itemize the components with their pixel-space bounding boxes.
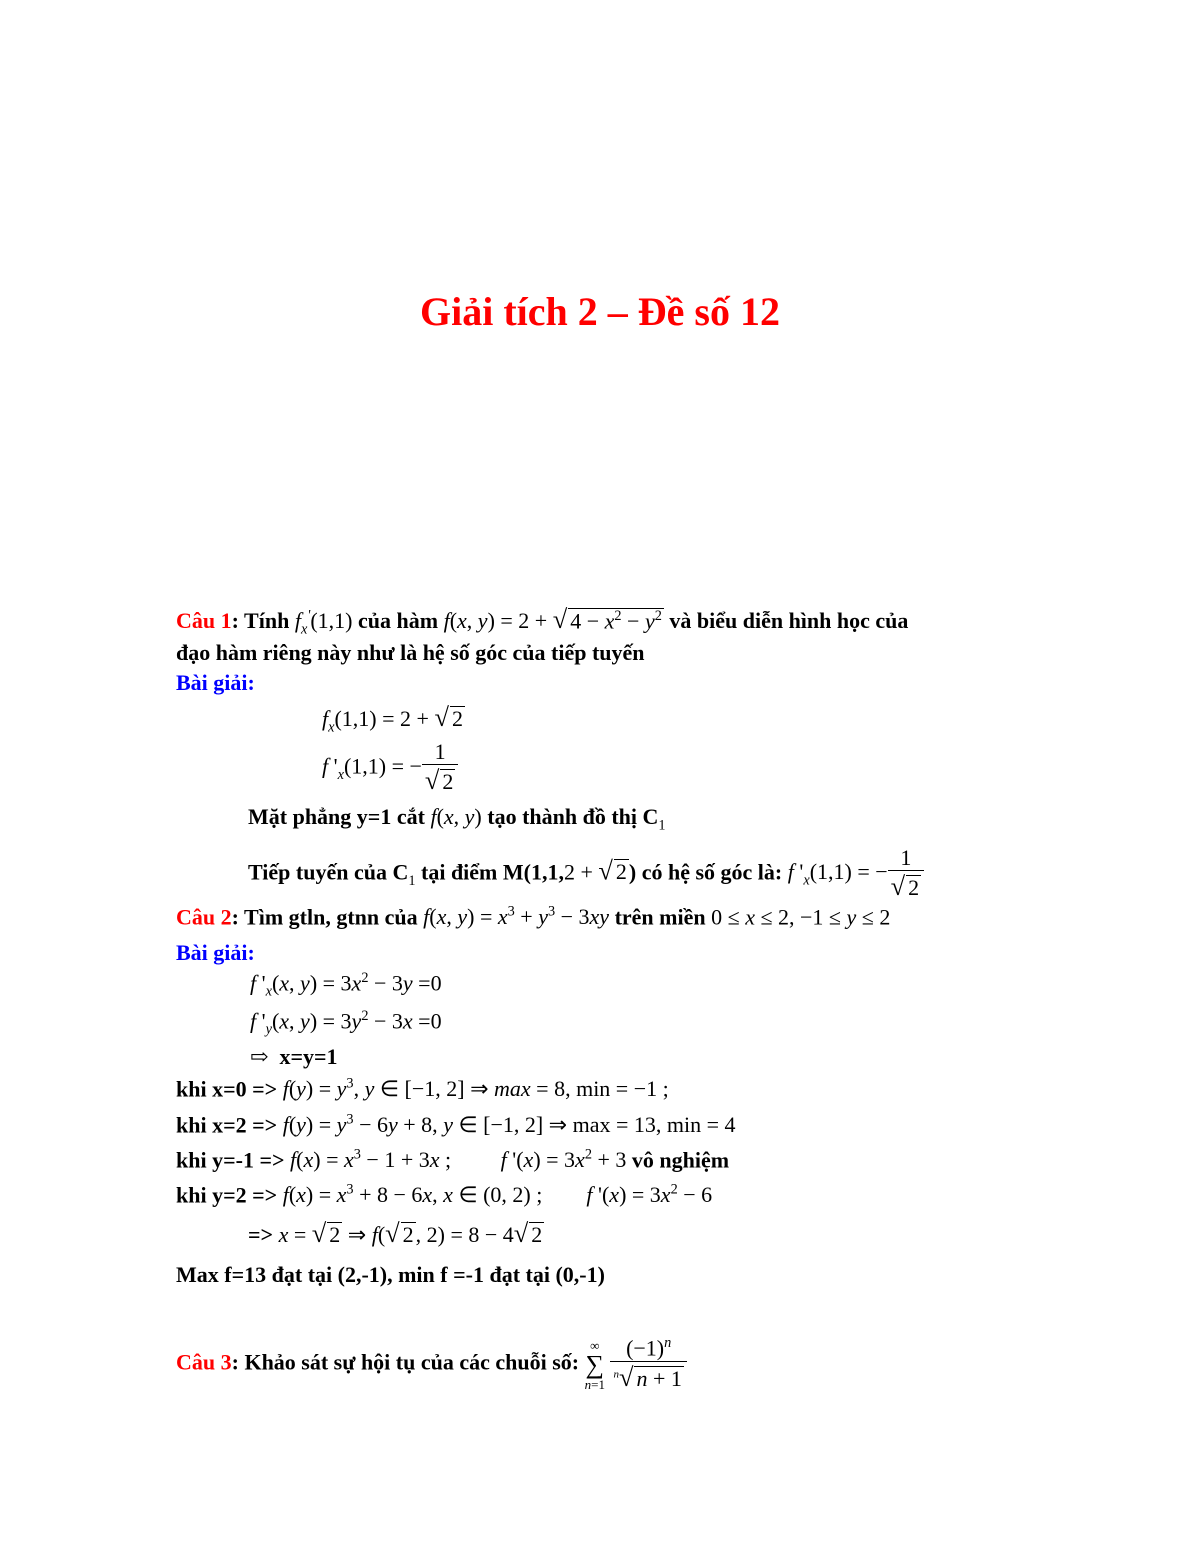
solution-label-1: Bài giải:	[176, 670, 255, 695]
question-3-label: Câu 3	[176, 1349, 232, 1375]
series-term: $\frac{(-1)^n}{^n√ n + 1}$	[610, 1336, 686, 1393]
case-y2: khi $y=2 => f(x) = x^3 + 8 - 6x$, x ∈ (0, 2) ; f '$(x) = 3x^2 - 6$	[176, 1182, 713, 1208]
question-1-label: Câu 1	[176, 608, 232, 633]
question-1-line-1: Câu 1: Tính $f_x'(1,1)$ của hàm f(x, y) = 2 + √ $4 - x^2 - y^2$ và biểu diễn hình học của	[176, 604, 909, 638]
tangent-statement: Tiếp tuyến của $C_1$ tại điểm M(1,1,2 + √ 2) có hệ số góc là: f '$_x(1,1)$ = − $\frac{1}{√ 2}$	[248, 846, 924, 903]
formula-fx-value: $f_x(1,1) = 2$ + √ 2	[322, 702, 463, 736]
question-2-line-1: Câu 2: Tìm gtln, gtnn của f(x, $y) = x^3 + y^3 - 3xy$ trên miền 0 ≤ x ≤ 2, −1 ≤ y ≤ 2	[176, 904, 891, 930]
formula-fy-partial: f '$_y(x$, $y) = 3y^2 - 3x =0$	[250, 1008, 442, 1038]
page-title: Giải tích 2 – Đề số 12	[420, 289, 780, 334]
case-y2-result: => x = √ 2 ⇒ f(√ 2, 2) = 8 − 4√ 2	[248, 1218, 543, 1248]
critical-point: ⇨ x=y=1	[250, 1044, 338, 1069]
case-x2: khi $x=2 => f(y) = y^3 - 6y + 8$, y ∈ [−1, 2] ⇒ max = 13, min = 4	[176, 1112, 736, 1138]
arrow-right-icon: ⇨	[250, 1044, 269, 1069]
question-1-line-2: đạo hàm riêng này như là hệ số góc của tiếp tuyến	[176, 640, 645, 665]
series-sum: ∞ ∑ n=1	[584, 1337, 605, 1392]
question-2-label: Câu 2	[176, 904, 232, 930]
formula-fx-derivative: f '$_x(1,1)$ = − $\frac{1}{√ 2}$	[322, 740, 458, 797]
case-y-minus1: khi $y=-1 => f(x) = x^3 - 1 + 3x$ ; f '$(x) = 3x^2 + 3$ vô nghiệm	[176, 1147, 730, 1173]
conclusion: Max f=13 đạt tại (2,-1), min f =-1 đạt tại (0,-1)	[176, 1262, 605, 1287]
case-x0: khi $x=0 => f(y) = y^3$, y ∈ [−1, 2] ⇒ max = 8, min = −1 ;	[176, 1076, 669, 1102]
formula-partial-x: $f_x'$	[294, 607, 311, 638]
plane-statement: Mặt phẳng y=1 cắt f(x, y) tạo thành đồ thị $C_1$	[248, 804, 666, 834]
formula-function-1: f	[443, 608, 450, 633]
question-3-line-1: Câu 3: Khảo sát sự hội tụ của các chuỗi số: ∞ ∑ n=1 $\frac{(-1)^n}{^n√ n + 1}$	[176, 1336, 687, 1393]
solution-label-2: Bài giải:	[176, 940, 255, 965]
formula-fx-partial: f '$_x(x$, $y) = 3x^2 - 3y =0$	[250, 970, 442, 1000]
